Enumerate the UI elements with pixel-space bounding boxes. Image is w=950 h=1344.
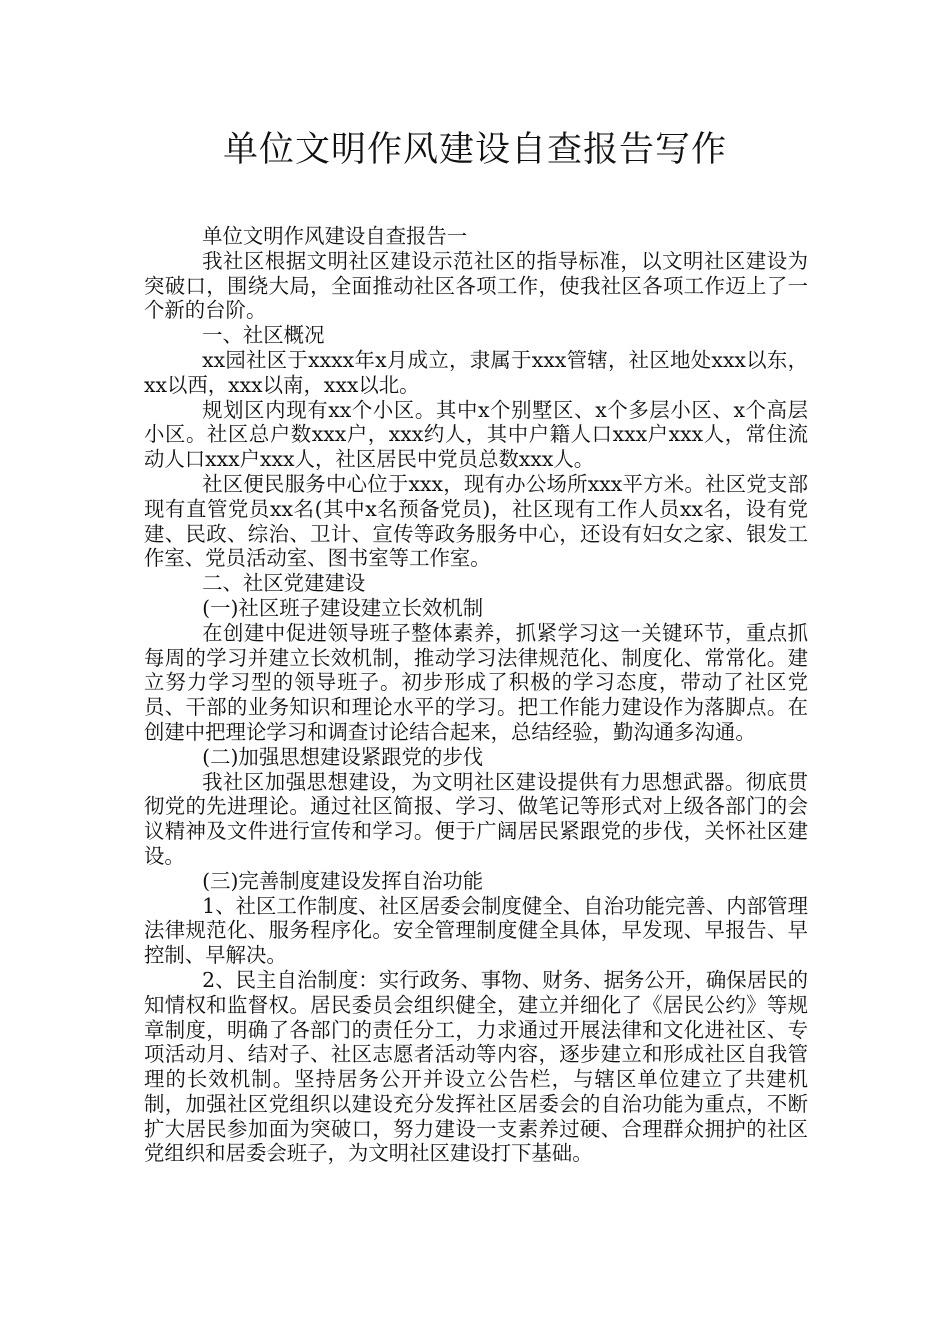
subsection-paragraph-2: 我社区加强思想建设，为文明社区建设提供有力思想武器。彻底贯彻党的先进理论。通过社区简报、学习、做笔记等形式对上级各部门的会议精神及文件进行宣传和学习。便于广阔居民紧跟党的步伐，关怀社区建设。 [144,769,808,868]
document-body [144,224,808,1166]
overview-paragraph-3: 社区便民服务中心位于xxx，现有办公场所xxx平方米。社区党支部现有直管党员xx名(其中x名预备党员)，社区现有工作人员xx名，设有党建、民政、综治、卫计、宣传等政务服务中心，还设有妇女之家、银发工作室、党员活动室、图书室等工作室。 [144,471,808,571]
system-paragraph-2: 2、民主自治制度：实行政务、事物、财务、据务公开，确保居民的知情权和监督权。居民委员会组织健全，建立并细化了《居民公约》等规章制度，明确了各部门的责任分工，力求通过开展法律和文化进社区、专项活动月、结对子、社区志愿者活动等内容，逐步建立和形成社区自我管理的长效机制。坚持居务公开并设立公告栏，与辖区单位建立了共建机制，加强社区党组织以建设充分发挥社区居委会的自治功能为重点，不断扩大居民参加面为突破口，努力建设一支素养过硬、合理群众拥护的社区党组织和居委会班子，为文明社区建设打下基础。 [144,967,808,1166]
overview-paragraph-1: xx园社区于xxxx年x月成立，隶属于xxx管辖，社区地处xxx以东，xx以西，xxx以南，xxx以北。 [144,347,808,397]
report-subtitle: 单位文明作风建设自查报告一 [202,224,468,248]
overview-paragraph-2: 规划区内现有xx个小区。其中x个别墅区、x个多层小区、x个高层小区。社区总户数xxx户，xxx约人，其中户籍人口xxx户xxx人，常住流动人口xxx户xxx人，社区居民中党员总数xxx人。 [144,397,808,472]
section-heading-overview: 一、社区概况 [202,323,325,348]
system-paragraph-1: 1、社区工作制度、社区居委会制度健全、自治功能完善、内部管理法律规范化、服务程序化。安全管理制度健全具体，早发现、早报告、早控制、早解决。 [144,893,808,968]
document-title: 单位文明作风建设自查报告写作 [222,130,727,170]
subsection-heading-1: (一)社区班子建设建立长效机制 [202,595,484,620]
subsection-paragraph-1: 在创建中促进领导班子整体素养，抓紧学习这一关键环节，重点抓每周的学习并建立长效机制，推动学习法律规范化、制度化、常常化。建立努力学习型的领导班子。初步形成了积极的学习态度，带动了社区党员、干部的业务知识和理论水平的学习。把工作能力建设作为落脚点。在创建中把理论学习和调查讨论结合起来，总结经验，勤沟通多沟通。 [144,620,808,744]
subsection-heading-2: (二)加强思想建设紧跟党的步伐 [202,744,484,769]
intro-paragraph: 我社区根据文明社区建设示范社区的指导标准，以文明社区建设为突破口，围绕大局，全面推动社区各项工作，使我社区各项工作迈上了一个新的台阶。 [144,248,808,323]
subsection-heading-3: (三)完善制度建设发挥自治功能 [202,868,484,893]
section-heading-party-building: 二、社区党建建设 [202,571,366,596]
